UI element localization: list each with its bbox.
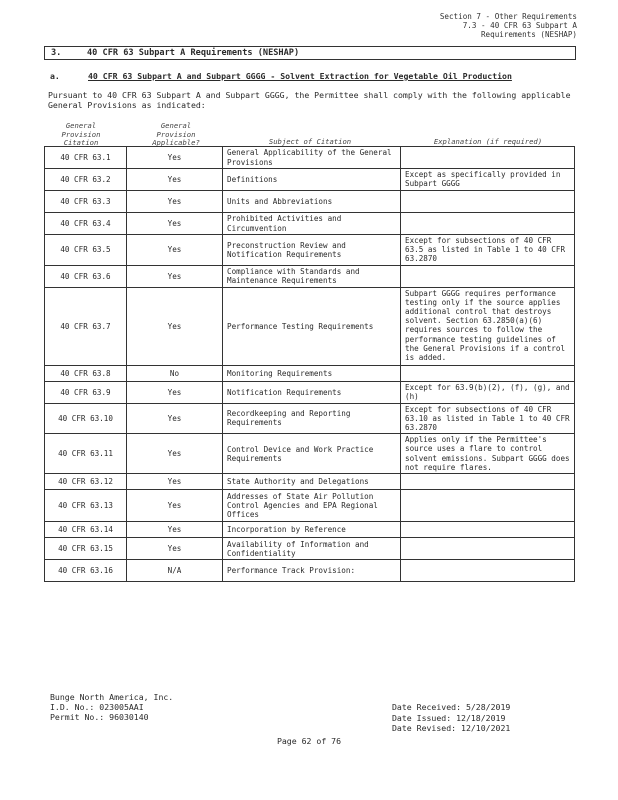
subject-cell: Prohibited Activities and Circumvention <box>223 213 401 235</box>
citation-cell: 40 CFR 63.9 <box>45 381 127 403</box>
explanation-cell: Except for subsections of 40 CFR 63.5 as listed in Table 1 to 40 CFR 63.2870 <box>401 235 575 266</box>
explanation-cell: Applies only if the Permittee's source uses a flare to control solvent emissions. Subpart GGGG does not require flares. <box>401 434 575 474</box>
table-row <box>45 191 575 213</box>
table-row <box>45 522 575 538</box>
subject-cell: Notification Requirements <box>223 381 401 403</box>
subject-cell: Control Device and Work Practice Requirements <box>223 434 401 474</box>
header-line-2: 7.3 - 40 CFR 63 Subpart A <box>462 21 577 30</box>
table-row <box>45 403 575 434</box>
table-row <box>45 169 575 191</box>
page-number: Page 62 of 76 <box>276 736 342 746</box>
explanation-cell <box>401 522 575 538</box>
applicable-cell: Yes <box>127 403 223 434</box>
citation-cell: 40 CFR 63.8 <box>45 365 127 381</box>
section-number: 3. <box>51 48 62 58</box>
intro-paragraph: Pursuant to 40 CFR 63 Subpart A and Subpart GGGG, the Permittee shall comply with the following applicable General Provisions as indicated: <box>48 90 571 110</box>
citation-cell: 40 CFR 63.13 <box>45 490 127 522</box>
applicable-cell: Yes <box>127 287 223 365</box>
subject-cell: Addresses of State Air Pollution Control Agencies and EPA Regional Offices <box>223 490 401 522</box>
column-header-subject: Subject of Citation <box>268 137 352 146</box>
explanation-cell <box>401 191 575 213</box>
subject-cell: Recordkeeping and Reporting Requirements <box>223 403 401 434</box>
table-row <box>45 265 575 287</box>
table-row <box>45 538 575 560</box>
subsection-number: a. <box>50 71 60 81</box>
explanation-cell <box>401 474 575 490</box>
footer-permit-number: Permit No.: 96030140 <box>50 712 149 722</box>
footer-left <box>50 692 173 722</box>
citation-cell: 40 CFR 63.1 <box>45 147 127 169</box>
explanation-cell: Except for 63.9(b)(2), (f), (g), and (h) <box>401 381 575 403</box>
subject-cell: Availability of Information and Confidentiality <box>223 538 401 560</box>
header-line-3: Requirements (NESHAP) <box>480 30 577 39</box>
explanation-cell <box>401 560 575 582</box>
citation-cell: 40 CFR 63.2 <box>45 169 127 191</box>
footer-id-number: I.D. No.: 023005AAI <box>50 702 144 712</box>
applicable-cell: Yes <box>127 490 223 522</box>
header-line-1: Section 7 - Other Requirements <box>439 12 577 21</box>
explanation-cell: Subpart GGGG requires performance testing only if the source applies additional control that destroys solvent. Section 63.2850(a)(6) requires sources to follow the performance testing guidelines of the General Provisions if a control is added. <box>401 287 575 365</box>
table-row <box>45 147 575 169</box>
explanation-cell: Except for subsections of 40 CFR 63.10 as listed in Table 1 to 40 CFR 63.2870 <box>401 403 575 434</box>
citation-cell: 40 CFR 63.3 <box>45 191 127 213</box>
footer-date-issued: Date Issued: 12/18/2019 <box>392 712 506 723</box>
footer-date-received: Date Received: 5/28/2019 <box>392 702 511 712</box>
table-row <box>45 474 575 490</box>
explanation-cell <box>401 213 575 235</box>
applicable-cell: Yes <box>127 538 223 560</box>
citation-cell: 40 CFR 63.11 <box>45 434 127 474</box>
applicable-cell: Yes <box>127 213 223 235</box>
subject-cell: Incorporation by Reference <box>223 522 401 538</box>
subject-cell: Monitoring Requirements <box>223 365 401 381</box>
table-row <box>45 381 575 403</box>
citation-cell: 40 CFR 63.7 <box>45 287 127 365</box>
section-heading <box>44 46 576 60</box>
subject-cell: Preconstruction Review and Notification Requirements <box>223 235 401 266</box>
general-provisions-table <box>44 146 575 582</box>
column-header-explanation: Explanation (if required) <box>433 137 543 146</box>
subject-cell: General Applicability of the General Provisions <box>223 147 401 169</box>
citation-cell: 40 CFR 63.14 <box>45 522 127 538</box>
citation-cell: 40 CFR 63.10 <box>45 403 127 434</box>
table-row <box>45 434 575 474</box>
subject-cell: Performance Track Provision: <box>223 560 401 582</box>
footer-date-revised: Date Revised: 12/10/2021 <box>392 723 511 733</box>
citation-cell: 40 CFR 63.12 <box>45 474 127 490</box>
subject-cell: Performance Testing Requirements <box>223 287 401 365</box>
explanation-cell: Except as specifically provided in Subpart GGGG <box>401 169 575 191</box>
section-title: 40 CFR 63 Subpart A Requirements (NESHAP) <box>87 48 300 58</box>
column-header-applicable: General Provision Applicable? <box>152 121 200 148</box>
applicable-cell: Yes <box>127 381 223 403</box>
table-row <box>45 365 575 381</box>
applicable-cell: Yes <box>127 434 223 474</box>
table-row <box>45 560 575 582</box>
citation-cell: 40 CFR 63.6 <box>45 265 127 287</box>
page-header <box>440 12 577 39</box>
applicable-cell: N/A <box>127 560 223 582</box>
subject-cell: Units and Abbreviations <box>223 191 401 213</box>
applicable-cell: Yes <box>127 235 223 266</box>
applicable-cell: Yes <box>127 265 223 287</box>
citation-cell: 40 CFR 63.4 <box>45 213 127 235</box>
citation-cell: 40 CFR 63.5 <box>45 235 127 266</box>
citation-cell: 40 CFR 63.15 <box>45 538 127 560</box>
applicable-cell: Yes <box>127 191 223 213</box>
explanation-cell <box>401 490 575 522</box>
table-row <box>45 235 575 266</box>
applicable-cell: No <box>127 365 223 381</box>
subsection-title: 40 CFR 63 Subpart A and Subpart GGGG - Solvent Extraction for Vegetable Oil Production <box>88 71 512 81</box>
subject-cell: Compliance with Standards and Maintenance Requirements <box>223 265 401 287</box>
applicable-cell: Yes <box>127 522 223 538</box>
subject-cell: State Authority and Delegations <box>223 474 401 490</box>
applicable-cell: Yes <box>127 474 223 490</box>
applicable-cell: Yes <box>127 169 223 191</box>
table-row <box>45 287 575 365</box>
column-header-citation: General Provision Citation <box>61 121 101 148</box>
explanation-cell <box>401 365 575 381</box>
explanation-cell <box>401 147 575 169</box>
subject-cell: Definitions <box>223 169 401 191</box>
explanation-cell <box>401 265 575 287</box>
citation-cell: 40 CFR 63.16 <box>45 560 127 582</box>
footer-right <box>392 702 510 734</box>
applicable-cell: Yes <box>127 147 223 169</box>
table-row <box>45 213 575 235</box>
explanation-cell <box>401 538 575 560</box>
table-row <box>45 490 575 522</box>
footer-company: Bunge North America, Inc. <box>50 692 174 702</box>
